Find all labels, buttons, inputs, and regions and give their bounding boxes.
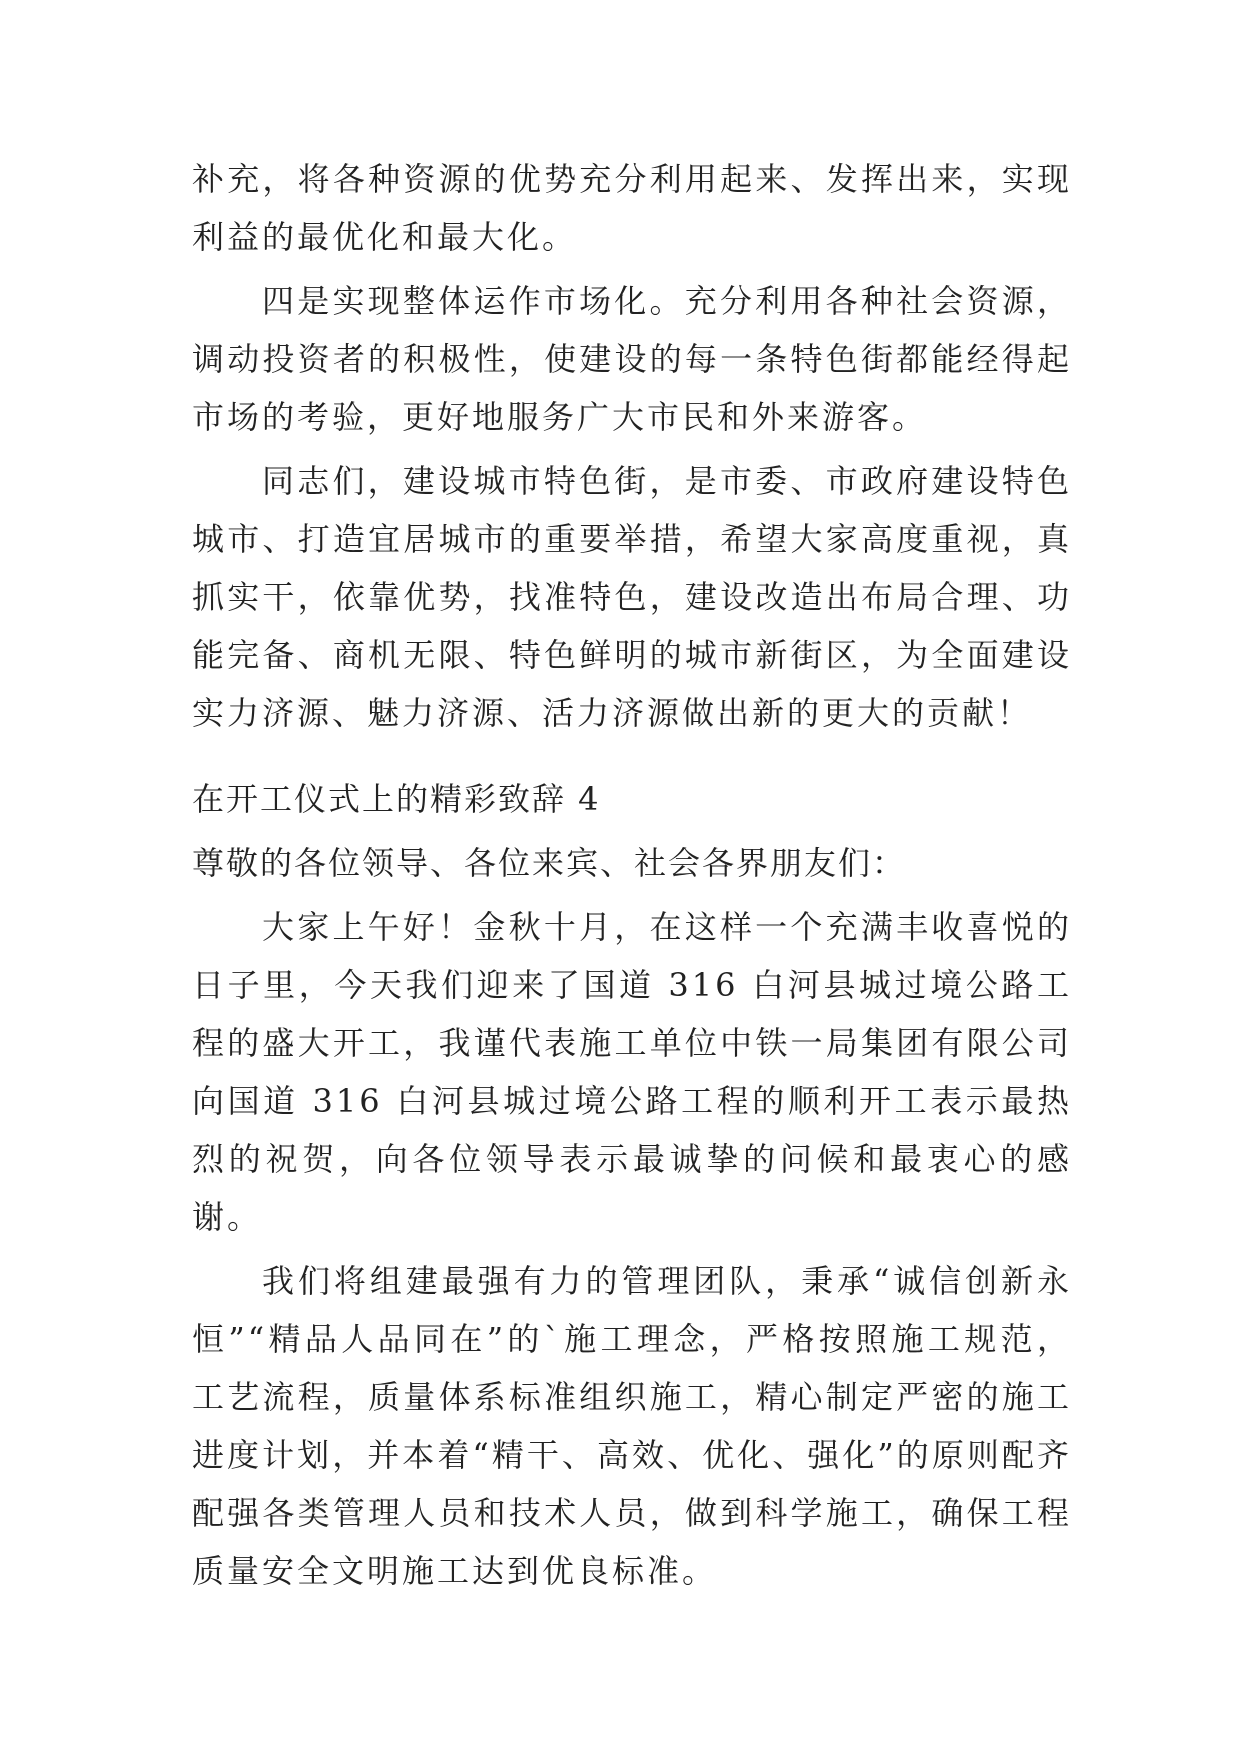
lower-text-block — [192, 770, 1072, 1600]
paragraph-closing-remarks: 同志们，建设城市特色街，是市委、市政府建设特色城市、打造宜居城市的重要举措，希望大家高度重视，真抓实干，依靠优势，找准特色，建设改造出布局合理、功能完备、商机无限、特色鲜明的城市新街区，为全面建设实力济源、魅力济源、活力济源做出新的更大的贡献！ — [192, 462, 1072, 732]
section-title: 在开工仪式上的精彩致辞 4 — [192, 780, 601, 818]
paragraph-commitment: 我们将组建最强有力的管理团队，秉承“诚信创新永恒”“精品人品同在”的`施工理念，严格按照施工规范，工艺流程，质量体系标准组织施工，精心制定严密的施工进度计划，并本着“精干、高效、优化、强化”的原则配齐配强各类管理人员和技术人员，做到科学施工，确保工程质量安全文明施工达到优良标准。 — [192, 1262, 1072, 1590]
paragraph-point-four: 四是实现整体运作市场化。充分利用各种社会资源，调动投资者的积极性，使建设的每一条特色街都能经得起市场的考验，更好地服务广大市民和外来游客。 — [192, 282, 1072, 436]
paragraph-continuation: 补充，将各种资源的优势充分利用起来、发挥出来，实现利益的最优化和最大化。 — [192, 160, 1072, 256]
salutation: 尊敬的各位领导、各位来宾、社会各界朋友们： — [192, 844, 907, 882]
upper-text-block — [192, 150, 1072, 742]
paragraph-greeting: 大家上午好！金秋十月，在这样一个充满丰收喜悦的日子里，今天我们迎来了国道 316 白河县城过境公路工程的盛大开工，我谨代表施工单位中铁一局集团有限公司向国道 316 白河县城过境公路工程的顺利开工表示最热烈的祝贺，向各位领导表示最诚挚的问候和最衷心的感谢。 — [192, 908, 1072, 1236]
